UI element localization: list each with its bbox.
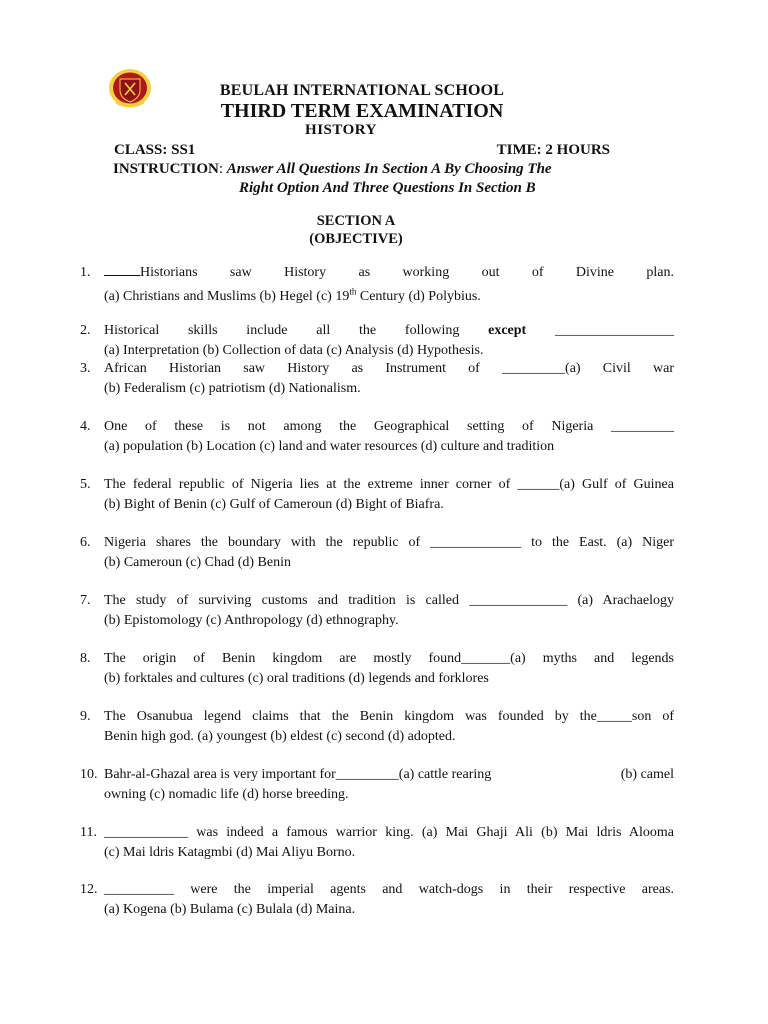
question-11 (80, 823, 674, 862)
question-options: Benin high god. (a) youngest (b) eldest (c) second (d) adopted. (104, 728, 456, 744)
question-number: 7. (80, 593, 91, 608)
question-text: Bahr-al-Ghazal area is very important for_________(a) cattle rearing (b) camel (104, 767, 674, 782)
question-number: 1. (80, 265, 91, 280)
question-1 (80, 263, 674, 306)
question-options: (a) population (b) Location (c) land and water resources (d) culture and tradition (104, 438, 555, 454)
question-12 (80, 880, 674, 919)
question-number: 5. (80, 477, 91, 492)
school-name: BEULAH INTERNATIONAL SCHOOL (219, 82, 505, 99)
question-number: 2. (80, 323, 91, 338)
question-options: (a) Kogena (b) Bulama (c) Bulala (d) Maina. (104, 901, 356, 917)
section-subtitle: (OBJECTIVE) (309, 231, 403, 247)
question-5 (80, 475, 674, 514)
class-label: CLASS: SS1 (114, 142, 196, 158)
subject-title: HISTORY (305, 122, 377, 138)
question-text: ____________ was indeed a famous warrior king. (a) Mai Ghaji Ali (b) Mai ldris Alooma (104, 825, 674, 840)
question-text: The federal republic of Nigeria lies at the extreme inner corner of ______(a) Gulf of Guinea (104, 477, 674, 492)
question-number: 11. (80, 825, 97, 840)
question-options: (b) Cameroun (c) Chad (d) Benin (104, 554, 291, 570)
question-number: 10. (80, 767, 98, 782)
question-number: 3. (80, 361, 91, 376)
question-options: (b) Epistomology (c) Anthropology (d) ethnography. (104, 612, 399, 628)
question-number: 9. (80, 709, 91, 724)
question-text: __________ were the imperial agents and watch-dogs in their respective areas. (104, 882, 674, 897)
question-2 (80, 321, 674, 360)
question-4 (80, 417, 674, 456)
question-8 (80, 649, 674, 688)
question-3 (80, 359, 674, 398)
section-heading (0, 212, 712, 248)
question-9 (80, 707, 674, 746)
question-text: Nigeria shares the boundary with the republic of _____________ to the East. (a) Niger (104, 535, 674, 550)
instruction-text-2: Right Option And Three Questions In Section B (239, 180, 536, 196)
question-text: The study of surviving customs and tradition is called ______________ (a) Arachaelogy (104, 593, 674, 608)
question-text: The Osanubua legend claims that the Benin kingdom was founded by the_____son of (104, 709, 674, 724)
question-number: 4. (80, 419, 91, 434)
question-options: (c) Mai ldris Katagmbi (d) Mai Aliyu Borno. (104, 844, 356, 860)
time-label: TIME: 2 HOURS (496, 142, 610, 158)
question-text: One of these is not among the Geographical setting of Nigeria _________ (104, 419, 674, 434)
question-options: (b) forktales and cultures (c) oral traditions (d) legends and forklores (104, 670, 489, 686)
question-10 (80, 765, 674, 804)
section-title: SECTION A (316, 213, 396, 229)
question-6 (80, 533, 674, 572)
question-options: (b) Federalism (c) patriotism (d) Nationalism. (104, 380, 361, 396)
question-options: (a) Interpretation (b) Collection of data (c) Analysis (d) Hypothesis. (104, 342, 484, 358)
exam-title: THIRD TERM EXAMINATION (220, 100, 504, 122)
question-7 (80, 591, 674, 630)
answer-blank (104, 263, 140, 276)
question-options: (b) Bight of Benin (c) Gulf of Cameroun (d) Bight of Biafra. (104, 496, 444, 512)
question-number: 12. (80, 882, 98, 897)
instruction (113, 160, 633, 198)
question-text: The origin of Benin kingdom are mostly found_______(a) myths and legends (104, 651, 674, 666)
question-text: African Historian saw History as Instrument of _________(a) Civil war (104, 361, 674, 376)
question-number: 6. (80, 535, 91, 550)
class-time-line (114, 142, 610, 159)
question-options: (a) Christians and Muslims (b) Hegel (c) 19th Century (d) Polybius. (104, 285, 481, 304)
instruction-text-1: Answer All Questions In Section A By Choosing The (226, 161, 552, 177)
question-number: 8. (80, 651, 91, 666)
question-text: Historical skills include all the following except _________________ (104, 323, 674, 338)
question-options: owning (c) nomadic life (d) horse breeding. (104, 786, 349, 802)
question-text: Historians saw History as working out of Divine plan. (104, 263, 674, 287)
instruction-label: INSTRUCTION: (113, 161, 227, 177)
